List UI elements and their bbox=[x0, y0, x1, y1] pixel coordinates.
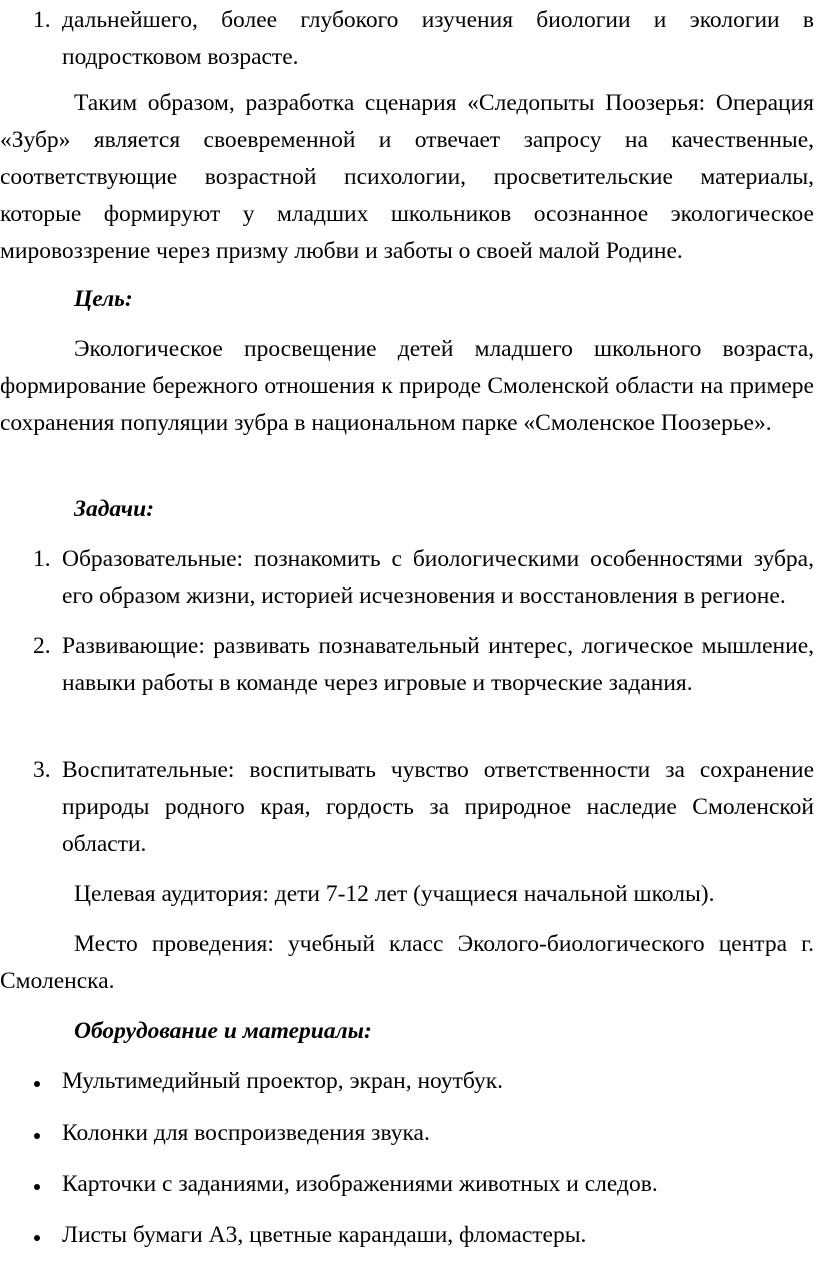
goal-heading: Цель: bbox=[74, 286, 133, 312]
venue: Место проведения: учебный класс Эколого-биологического центра г. Смоленска. bbox=[0, 931, 814, 994]
task-number-2: 2. bbox=[33, 633, 51, 659]
task-number-3: 3. bbox=[33, 757, 51, 783]
intro-list-text: дальнейшего, более глубокого изучения биологии и экологии в подростковом возрасте. bbox=[62, 7, 814, 70]
bullet-icon bbox=[34, 1133, 40, 1139]
goal-text: Экологическое просвещение детей младшего школьного возраста, формирование бережного отношения к природе Смоленской области на примере сохранения популяции зубра в национальном парке «Смоленское Поозерье». bbox=[0, 336, 814, 436]
task-item-developmental: Развивающие: развивать познавательный интерес, логическое мышление, навыки работы в команде через игровые и творческие задания. bbox=[62, 633, 814, 696]
equipment-item-paper: Листы бумаги А3, цветные карандаши, фломастеры. bbox=[62, 1222, 587, 1248]
task-item-upbringing: Воспитательные: воспитывать чувство ответственности за сохранение природы родного края, гордость за природное наследие Смоленской области. bbox=[62, 757, 814, 857]
equipment-item-projector: Мультимедийный проектор, экран, ноутбук. bbox=[62, 1068, 504, 1094]
tasks-heading: Задачи: bbox=[74, 496, 155, 522]
target-audience: Целевая аудитория: дети 7-12 лет (учащиеся начальной школы). bbox=[74, 881, 715, 907]
task-item-educational: Образовательные: познакомить с биологическими особенностями зубра, его образом жизни, историей исчезновения и восстановления в регионе. bbox=[62, 546, 814, 609]
conclusion-paragraph: Таким образом, разработка сценария «Следопыты Поозерья: Операция «Зубр» является своевременной и отвечает запросу на качественные, соответствующие возрастной психологии, просветительские материалы, которые формируют у младших школьников осознанное экологическое мировоззрение через призму любви и заботы о своей малой Родине. bbox=[0, 90, 814, 264]
equipment-item-cards: Карточки с заданиями, изображениями животных и следов. bbox=[62, 1171, 658, 1197]
equipment-item-speakers: Колонки для воспроизведения звука. bbox=[62, 1120, 430, 1146]
bullet-icon bbox=[34, 1235, 40, 1241]
equipment-heading: Оборудование и материалы: bbox=[74, 1018, 372, 1044]
task-number-1: 1. bbox=[33, 546, 51, 572]
bullet-icon bbox=[34, 1184, 40, 1190]
list-number: 1. bbox=[33, 7, 51, 33]
bullet-icon bbox=[34, 1081, 40, 1087]
